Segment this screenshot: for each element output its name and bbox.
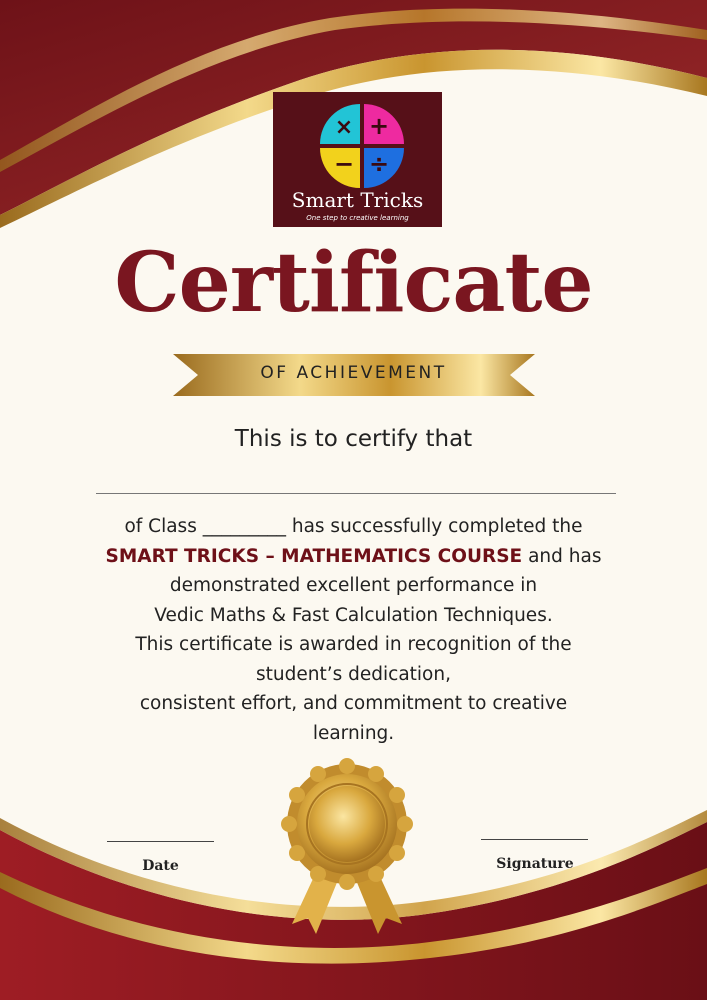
body-line: of Class _________ has successfully completed the — [124, 516, 583, 537]
body-line: Vedic Maths & Fast Calculation Techniques. — [154, 604, 553, 626]
medal-icon — [281, 758, 413, 890]
math-symbols-icon — [273, 92, 442, 192]
body-line: This certificate is awarded in recognition of the — [135, 634, 572, 655]
svg-text:−: − — [333, 150, 355, 178]
svg-text:×: × — [334, 115, 354, 140]
date-line — [107, 841, 214, 842]
logo — [273, 92, 442, 227]
body-line: learning. — [312, 722, 395, 744]
logo-tagline: One step to creative learning — [306, 214, 409, 222]
svg-text:+: + — [368, 112, 390, 140]
date-label: Date — [142, 858, 179, 874]
body-line: consistent effort, and commitment to creative — [139, 693, 568, 714]
signature-line — [481, 839, 588, 840]
certificate-subtitle: OF ACHIEVEMENT — [260, 363, 447, 383]
certificate-title: Certificate — [114, 235, 593, 331]
body-line: SMART TRICKS – MATHEMATICS COURSE and has — [105, 545, 602, 567]
body-line: student’s dedication, — [256, 663, 451, 685]
signature-label: Signature — [496, 856, 574, 872]
svg-text:÷: ÷ — [368, 150, 390, 178]
certify-intro: This is to certify that — [234, 426, 473, 452]
body-line: demonstrated excellent performance in — [169, 575, 538, 596]
course-name: SMART TRICKS – MATHEMATICS COURSE — [105, 545, 523, 567]
logo-name: Smart Tricks — [291, 188, 424, 212]
certificate-body — [40, 512, 667, 748]
recipient-name-line — [96, 493, 616, 494]
